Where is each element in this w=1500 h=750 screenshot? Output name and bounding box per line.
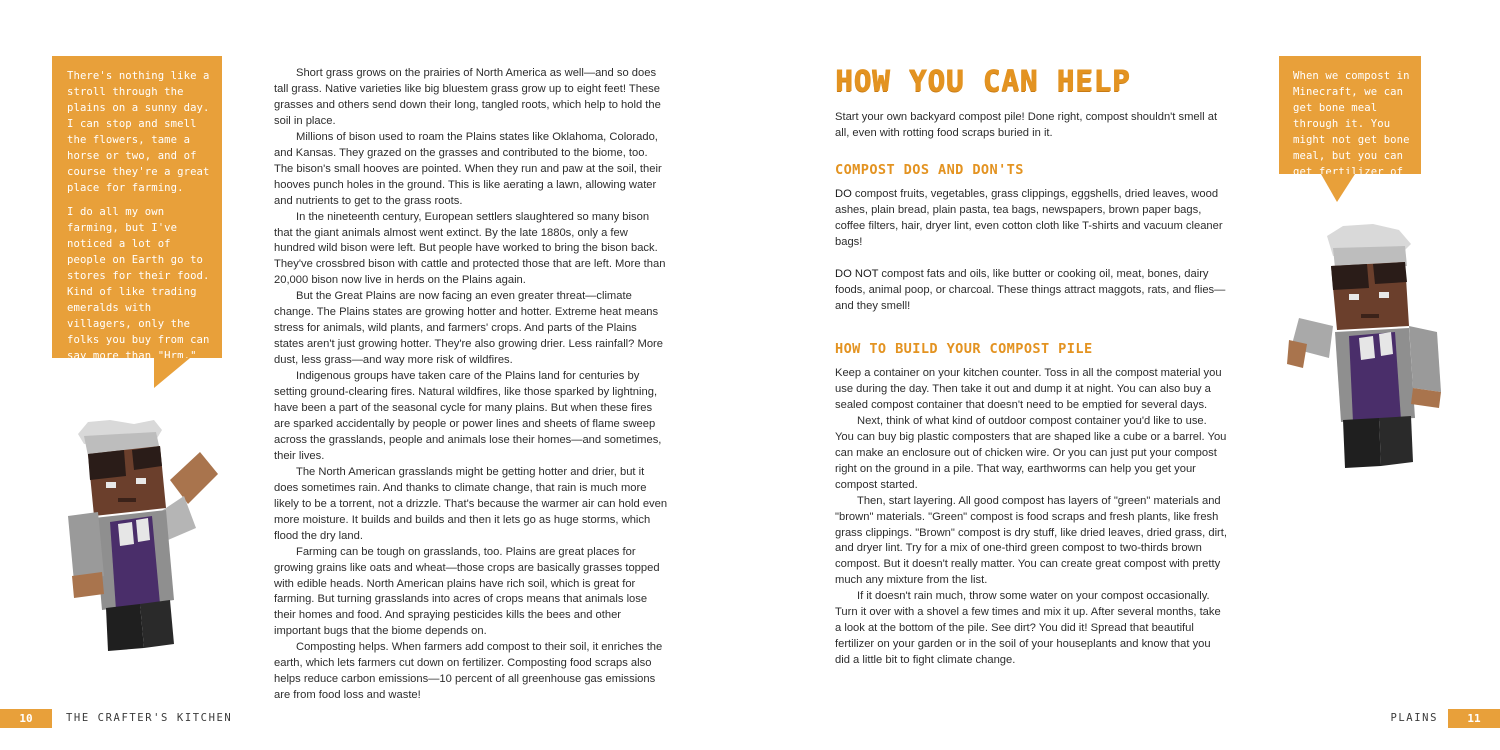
body-paragraph: Next, think of what kind of outdoor compost container you'd like to use. You can buy big plastic composters that are shaped like a cube or a barrel. You can make an enclosure out of chicken wire. Or you can just put your compost right on the ground in a pile. That way, earthworms can help you get your compost started. bbox=[835, 414, 1227, 491]
do-not-text: compost fats and oils, like butter or cooking oil, meat, bones, dairy foods, animal poop, or charcoal. These things attract maggots, rats, and flies—and they smell! bbox=[835, 268, 1226, 312]
do-not-keyword: DO NOT bbox=[835, 268, 879, 280]
body-paragraph: Composting helps. When farmers add compost to their soil, it enriches the earth, which lets farmers cut down on fertilizer. Composting food scraps also helps reduce carbon emissions—10 percent of all greenhouse gas emissions are from food loss and waste! bbox=[274, 641, 663, 702]
left-body-column bbox=[274, 66, 668, 704]
chef-character-illustration-left bbox=[48, 416, 220, 651]
speech-bubble-left bbox=[52, 56, 222, 362]
running-title-right: PLAINS bbox=[1390, 712, 1438, 724]
subheading-compost-dos-donts: COMPOST DOS AND DON'TS bbox=[835, 162, 1024, 178]
subheading-build-compost-pile: HOW TO BUILD YOUR COMPOST PILE bbox=[835, 341, 1093, 357]
build-instructions bbox=[835, 366, 1227, 669]
body-paragraph: Keep a container on your kitchen counter. Toss in all the compost material you use during the day. Then take it out and dump it at night. You can also buy a sealed compost container that doesn't need to be emptied for several days. bbox=[835, 367, 1222, 411]
running-title-left: THE CRAFTER'S KITCHEN bbox=[66, 712, 233, 724]
speech-bubble-right bbox=[1279, 56, 1421, 194]
intro-paragraph: Start your own backyard compost pile! Done right, compost shouldn't smell at all, even with rotting food scraps buried in it. bbox=[835, 111, 1218, 139]
page-number-left: 10 bbox=[0, 709, 52, 728]
body-paragraph: But the Great Plains are now facing an even greater threat—climate change. The Plains states are growing hotter and hotter. Extreme heat means stress for animals, wild plants, and farmers' crops. And parts of the Plains states aren't just growing hotter. They're also growing drier. Less rainfall? More dust, less grass—and way more risk of wildfires. bbox=[274, 290, 663, 367]
do-not-paragraph bbox=[835, 267, 1227, 315]
bubble-paragraph: When we compost in Minecraft, we can get bone meal through it. You might not get bone meal, but you can get fertilizer of your own. bbox=[1293, 70, 1410, 194]
page-number-right: 11 bbox=[1448, 709, 1500, 728]
do-paragraph bbox=[835, 187, 1227, 251]
body-paragraph: Short grass grows on the prairies of North America as well—and so does tall grass. Native varieties like big bluestem grass grow up to eight feet! These grasses and others send down their long, tangled roots, which help to hold the soil in place. bbox=[274, 67, 661, 127]
body-paragraph: Then, start layering. All good compost has layers of "green" materials and "brown" materials. "Green" compost is food scraps and fresh plants, like fresh grass clippings. "Brown" compost is dry stuff, like dried leaves, dried grass, dirt, and dryer lint. Try for a mix of one-third green compost to two-thirds brown compost. But it doesn't really matter. You can create great compost with pretty much any mixture from the list. bbox=[835, 494, 1227, 587]
body-paragraph: Millions of bison used to roam the Plains states like Oklahoma, Colorado, and Kansas. They grazed on the grasses and contributed to the biome, too. The bison's small hooves are pointed. When they run and paw at the soil, their hooves punch holes in the ground. This is like aerating a lawn, allowing water and nutrients to get to the grass roots. bbox=[274, 130, 662, 207]
body-paragraph: Indigenous groups have taken care of the Plains land for centuries by setting ground-clearing fires. Natural wildfires, like those sparked by lightning, have been a part of the seasonal cycle for many plains. But when these fires are sparked accidentally by people or power lines and sheets of flame sweep across the grasslands, people and animals lose their homes—and sometimes, their lives. bbox=[274, 370, 662, 462]
chef-character-illustration-right bbox=[1287, 222, 1443, 468]
bubble-paragraph: I do all my own farming, but I've noticed a lot of people on Earth go to stores for their food. Kind of like trading emeralds with villagers, only the folks you buy from can say more than "Hrm." bbox=[67, 206, 210, 362]
body-paragraph: The North American grasslands might be getting hotter and drier, but it does sometimes rain. And thanks to climate change, that rain is much more likely to be a torrent, not a drizzle. That's because the warmer air can hold even more moisture. It builds and builds and then it lets go as huge storms, which flood the dry land. bbox=[274, 465, 668, 542]
body-paragraph: If it doesn't rain much, throw some water on your compost occasionally. Turn it over with a shovel a few times and mix it up. After several months, take a look at the bottom of the pile. See dirt? You did it! Spread that beautiful fertilizer on your garden or in the soil of your houseplants and know that you did a little bit to fight climate change. bbox=[835, 590, 1221, 667]
bubble-paragraph: There's nothing like a stroll through the plains on a sunny day. I can stop and smell the flowers, tame a horse or two, and of course they're a great place for farming. bbox=[67, 70, 210, 194]
do-text: compost fruits, vegetables, grass clippings, eggshells, dried leaves, wood ashes, plain bread, plain pasta, tea bags, newspapers, brown paper bags, coffee filters, hair, dryer lint, even cotton cloth like T-shirts and vacuum cleaner bags! bbox=[835, 188, 1223, 248]
do-keyword: DO bbox=[835, 188, 852, 200]
page-heading: HOW YOU CAN HELP bbox=[835, 64, 1131, 98]
body-paragraph: Farming can be tough on grasslands, too. Plains are great places for growing grains like oats and wheat—those crops are basically grasses topped with edible heads. North American plains have rich soil, which is great for farming. But turning grasslands into acres of crops means that animals lose their homes and food. And spraying pesticides kills the bees and other important bugs that the biome depends on. bbox=[274, 545, 660, 638]
body-paragraph: In the nineteenth century, European settlers slaughtered so many bison that the giant animals almost went extinct. By the late 1880s, only a few hundred wild bison were left. But people have worked to bring the bison back. They've crossbred bison with cattle and protected those that are left. More than 20,000 bison now live in herds on the Plains again. bbox=[274, 210, 666, 287]
